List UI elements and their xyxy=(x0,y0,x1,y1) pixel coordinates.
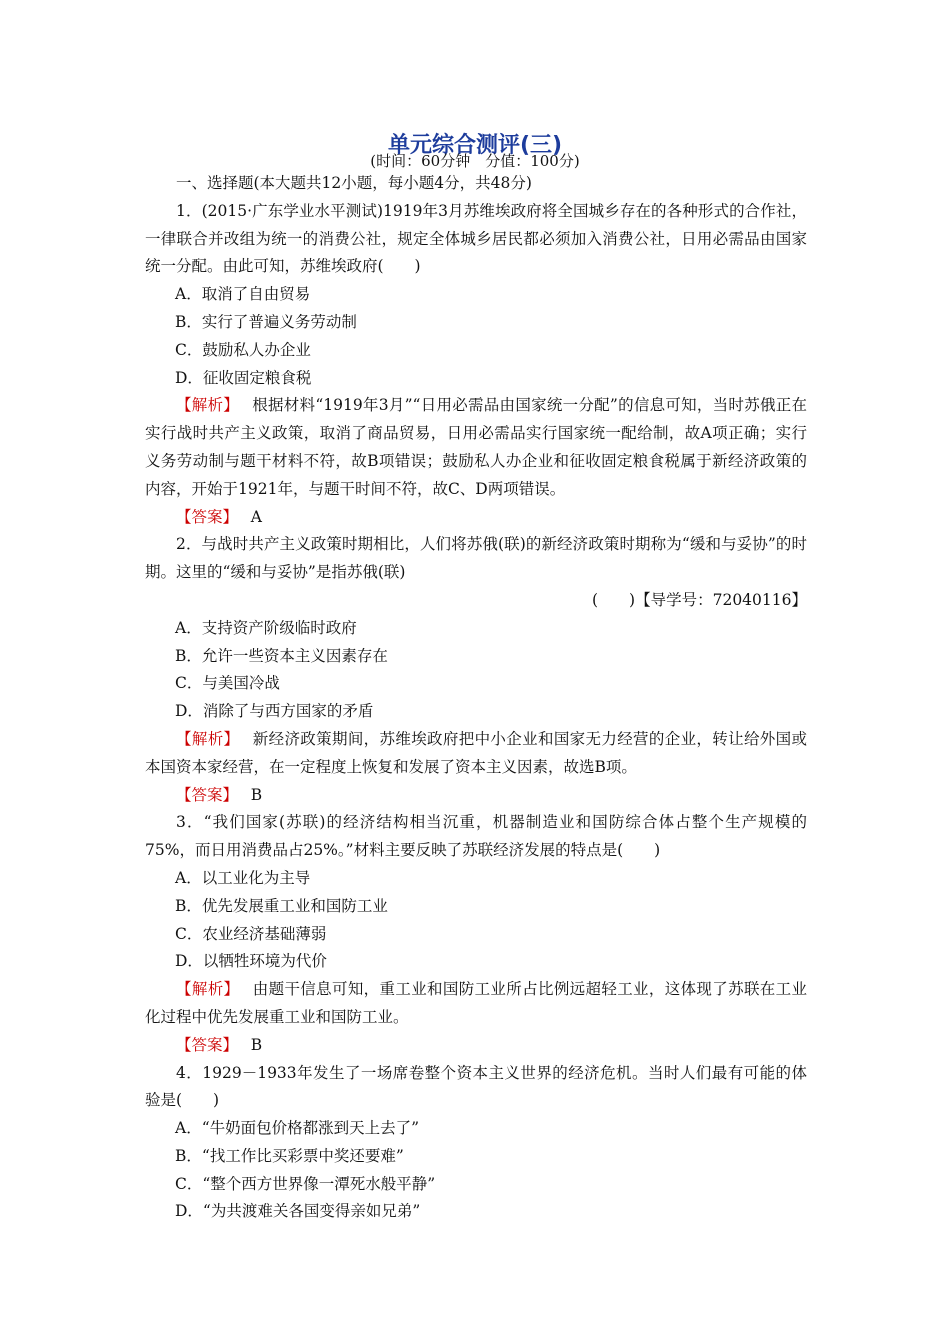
option: C．鼓励私人办企业 xyxy=(175,340,311,359)
analysis-text: 根据材料“1919年3月”“日用必需品由国家统一分配”的信息可知，当时苏俄正在实行战时共产主义政策，取消了商品贸易，日用必需品实行国家统一配给制，故A项正确；实行义务劳动制与题干材料不符，故B项错误；鼓励私人办企业和征收固定粮食税属于新经济政策的内容，开始于1921年，与题干时间不符，故C、D两项错误。 xyxy=(145,396,807,498)
analysis xyxy=(145,392,807,503)
answer-label: 【答案】 xyxy=(176,785,231,804)
option: B．“找工作比买彩票中奖还要难” xyxy=(175,1146,404,1165)
document-content xyxy=(145,170,807,1226)
analysis xyxy=(145,976,807,1032)
option: D．以牺牲环境为代价 xyxy=(175,952,327,971)
answer xyxy=(145,504,807,532)
analysis-label: 【解析】 xyxy=(176,729,232,748)
page-title: 单元综合测评(三) xyxy=(387,133,563,158)
question-extra: ( )【导学号：72040116】 xyxy=(592,590,807,609)
option: A．支持资产阶级临时政府 xyxy=(175,618,357,637)
analysis-label: 【解析】 xyxy=(176,980,232,999)
option: C．农业经济基础薄弱 xyxy=(175,924,327,943)
option: B．实行了普遍义务劳动制 xyxy=(175,312,357,331)
question-stem: 1．(2015·广东学业水平测试)1919年3月苏维埃政府将全国城乡存在的各种形式的合作社，一律联合并改组为统一的消费公社，规定全体城乡居民都必须加入消费公社，日用必需品由国家统一分配。由此可知，苏维埃政府( ) xyxy=(145,201,807,276)
analysis-text: 新经济政策期间，苏维埃政府把中小企业和国家无力经营的企业，转让给外国或本国资本家经营，在一定程度上恢复和发展了资本主义因素，故选B项。 xyxy=(145,729,807,776)
option: D．消除了与西方国家的矛盾 xyxy=(175,702,374,721)
option: D．征收固定粮食税 xyxy=(175,368,312,387)
answer xyxy=(145,1032,807,1060)
question-stem: 2．与战时共产主义政策时期相比，人们将苏俄(联)的新经济政策时期称为“缓和与妥协”的时期。这里的“缓和与妥协”是指苏俄(联) xyxy=(145,535,807,582)
page-subtitle: (时间：60分钟 分值：100分) xyxy=(370,152,580,170)
answer-value: B xyxy=(250,1035,263,1054)
answer-label: 【答案】 xyxy=(176,1035,231,1054)
option: B．优先发展重工业和国防工业 xyxy=(175,896,388,915)
option: A．以工业化为主导 xyxy=(175,868,311,887)
option: A．取消了自由贸易 xyxy=(175,285,311,304)
option: B．允许一些资本主义因素存在 xyxy=(175,646,388,665)
analysis-label: 【解析】 xyxy=(176,396,232,415)
option: C．与美国冷战 xyxy=(175,674,280,693)
option: A．“牛奶面包价格都涨到天上去了” xyxy=(175,1119,420,1138)
answer-value: B xyxy=(250,785,263,804)
option: D．“为共渡难关各国变得亲如兄弟” xyxy=(175,1202,421,1221)
question-stem: 4．1929－1933年发生了一场席卷整个资本主义世界的经济危机。当时人们最有可能的体验是( ) xyxy=(145,1063,807,1110)
analysis xyxy=(145,726,807,782)
answer-value: A xyxy=(250,507,262,526)
question-stem: 3．“我们国家(苏联)的经济结构相当沉重，机器制造业和国防综合体占整个生产规模的75%，而日用消费品占25%。”材料主要反映了苏联经济发展的特点是( ) xyxy=(145,813,807,860)
answer-label: 【答案】 xyxy=(176,507,231,526)
section-heading: 一、选择题(本大题共12小题，每小题4分，共48分) xyxy=(176,174,532,192)
answer xyxy=(145,782,807,810)
option: C．“整个西方世界像一潭死水般平静” xyxy=(175,1174,436,1193)
analysis-text: 由题干信息可知，重工业和国防工业所占比例远超轻工业，这体现了苏联在工业化过程中优先发展重工业和国防工业。 xyxy=(145,980,807,1026)
